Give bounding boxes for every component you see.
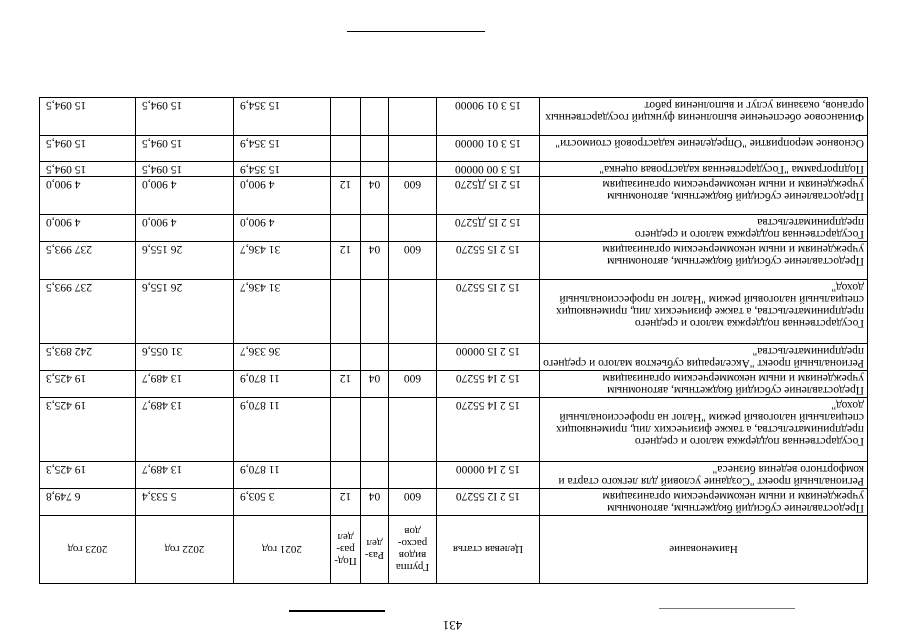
row-2023: 4 900,0: [40, 215, 136, 242]
row-name: Государственная поддержка малого и среднего предпринимательства: [540, 215, 868, 242]
row-section: 04: [361, 177, 389, 215]
row-subsection: 12: [331, 242, 361, 280]
row-section: 04: [361, 371, 389, 398]
row-expense-group: [389, 462, 437, 489]
row-target: 15 2 I2 55270: [437, 489, 540, 516]
header-name: Наименование: [540, 516, 868, 584]
row-target: 15 2 I5 55270: [437, 280, 540, 344]
row-2022: 4 900,0: [136, 215, 234, 242]
row-2022: 13 489,7: [136, 462, 234, 489]
row-name: Предоставление субсидий бюджетным, автономным учреждениям и иным некоммерческим организациям: [540, 371, 868, 398]
row-target: 15 2 I4 00000: [437, 462, 540, 489]
row-2021: 4 900,0: [234, 215, 331, 242]
top-rule-faint: [659, 608, 795, 609]
row-2022: 5 533,4: [136, 489, 234, 516]
row-section: [361, 344, 389, 371]
row-section: [361, 215, 389, 242]
table-row: [40, 344, 868, 371]
header-target: Целевая статья: [437, 516, 540, 584]
row-2023: 15 094,5: [40, 98, 136, 136]
table-row: [40, 280, 868, 344]
header-section: Раз- дел: [361, 516, 389, 584]
row-expense-group: 600: [389, 242, 437, 280]
row-2022: 31 055,6: [136, 344, 234, 371]
row-name: Подпрограмма "Государственная кадастровая оценка": [540, 162, 868, 177]
row-2023: 15 094,5: [40, 136, 136, 162]
row-subsection: 12: [331, 489, 361, 516]
row-2022: 15 094,5: [136, 98, 234, 136]
row-2022: 13 489,7: [136, 371, 234, 398]
page-number: 431: [442, 618, 463, 633]
row-name: Предоставление субсидий бюджетным, автономным учреждениям и иным некоммерческим организациям: [540, 242, 868, 280]
row-subsection: [331, 344, 361, 371]
row-section: [361, 136, 389, 162]
row-2023: 4 900,0: [40, 177, 136, 215]
row-name: Финансовое обеспечение выполнения функций государственных органов, оказания услуг и выполнения работ: [540, 98, 868, 136]
row-expense-group: [389, 98, 437, 136]
row-target: 15 2 I4 55270: [437, 371, 540, 398]
row-subsection: [331, 162, 361, 177]
row-expense-group: [389, 280, 437, 344]
row-subsection: 12: [331, 371, 361, 398]
row-name: Государственная поддержка малого и среднего предпринимательства, а также физических лиц, применяющих специальный налоговый режим "Налог на профессиональный доход": [540, 280, 868, 344]
row-2023: 6 749,8: [40, 489, 136, 516]
row-expense-group: [389, 136, 437, 162]
row-expense-group: [389, 162, 437, 177]
row-target: 15 2 I5 00000: [437, 344, 540, 371]
row-name: Предоставление субсидий бюджетным, автономным учреждениям и иным некоммерческим организациям: [540, 177, 868, 215]
row-subsection: [331, 398, 361, 462]
row-target: 15 3 00 00000: [437, 162, 540, 177]
row-2023: 15 094,5: [40, 162, 136, 177]
table-row: [40, 98, 868, 136]
row-2021: 31 436,7: [234, 280, 331, 344]
row-expense-group: [389, 215, 437, 242]
table-row: [40, 215, 868, 242]
header-2023: 2023 год: [40, 516, 136, 584]
row-name: Основное мероприятие "Определение кадастровой стоимости": [540, 136, 868, 162]
row-expense-group: 600: [389, 489, 437, 516]
row-subsection: 12: [331, 177, 361, 215]
row-expense-group: 600: [389, 177, 437, 215]
row-name: Предоставление субсидий бюджетным, автономным учреждениям и иным некоммерческим организациям: [540, 489, 868, 516]
table-row: [40, 177, 868, 215]
row-name: Региональный проект "Создание условий для легкого старта и комфортного ведения бизнеса": [540, 462, 868, 489]
row-2021: 15 354,9: [234, 136, 331, 162]
row-section: 04: [361, 489, 389, 516]
row-2022: 4 900,0: [136, 177, 234, 215]
row-subsection: [331, 136, 361, 162]
row-target: 15 3 01 90000: [437, 98, 540, 136]
row-section: [361, 398, 389, 462]
row-2021: 3 503,9: [234, 489, 331, 516]
row-target: 15 2 I5 Д5270: [437, 177, 540, 215]
row-2021: 15 354,9: [234, 98, 331, 136]
row-2022: 15 094,5: [136, 162, 234, 177]
header-expense-group: Группа видов расхо- дов: [389, 516, 437, 584]
row-2021: 11 870,9: [234, 462, 331, 489]
row-2023: 237 993,5: [40, 280, 136, 344]
row-2021: 11 870,9: [234, 398, 331, 462]
row-2022: 26 155,6: [136, 242, 234, 280]
row-subsection: [331, 462, 361, 489]
header-row: [40, 516, 868, 584]
table-row: [40, 371, 868, 398]
row-name: Региональный проект "Акселерация субъектов малого и среднего предпринимательства": [540, 344, 868, 371]
row-expense-group: [389, 398, 437, 462]
row-target: 15 2 I5 55270: [437, 242, 540, 280]
top-rule: [289, 610, 385, 612]
row-subsection: [331, 98, 361, 136]
row-2022: 15 094,5: [136, 136, 234, 162]
row-subsection: [331, 280, 361, 344]
row-target: 15 2 I4 55270: [437, 398, 540, 462]
table-row: [40, 398, 868, 462]
row-2023: 19 425,3: [40, 371, 136, 398]
row-expense-group: 600: [389, 371, 437, 398]
row-2023: 242 893,5: [40, 344, 136, 371]
table-row: [40, 136, 868, 162]
row-section: [361, 462, 389, 489]
table-row: [40, 242, 868, 280]
table-row: [40, 462, 868, 489]
row-2023: 19 425,3: [40, 398, 136, 462]
row-2023: 237 993,5: [40, 242, 136, 280]
row-section: [361, 280, 389, 344]
row-expense-group: [389, 344, 437, 371]
row-2021: 15 354,9: [234, 162, 331, 177]
row-2022: 13 489,7: [136, 398, 234, 462]
row-2022: 26 155,6: [136, 280, 234, 344]
row-2021: 31 436,7: [234, 242, 331, 280]
table-row: [40, 489, 868, 516]
row-section: [361, 162, 389, 177]
row-name: Государственная поддержка малого и среднего предпринимательства, а также физических лиц, применяющих специальный налоговый режим "Налог на профессиональный доход": [540, 398, 868, 462]
row-target: 15 2 I5 Д5270: [437, 215, 540, 242]
row-2021: 11 870,9: [234, 371, 331, 398]
row-section: [361, 98, 389, 136]
budget-table: [39, 97, 868, 584]
header-2021: 2021 год: [234, 516, 331, 584]
row-2023: 19 425,3: [40, 462, 136, 489]
row-2021: 4 900,0: [234, 177, 331, 215]
row-subsection: [331, 215, 361, 242]
header-subsection: Под- раз- дел: [331, 516, 361, 584]
table-row: [40, 162, 868, 177]
header-2022: 2022 год: [136, 516, 234, 584]
row-2021: 36 336,7: [234, 344, 331, 371]
row-target: 15 3 01 00000: [437, 136, 540, 162]
bottom-rule: [347, 31, 485, 32]
row-section: 04: [361, 242, 389, 280]
